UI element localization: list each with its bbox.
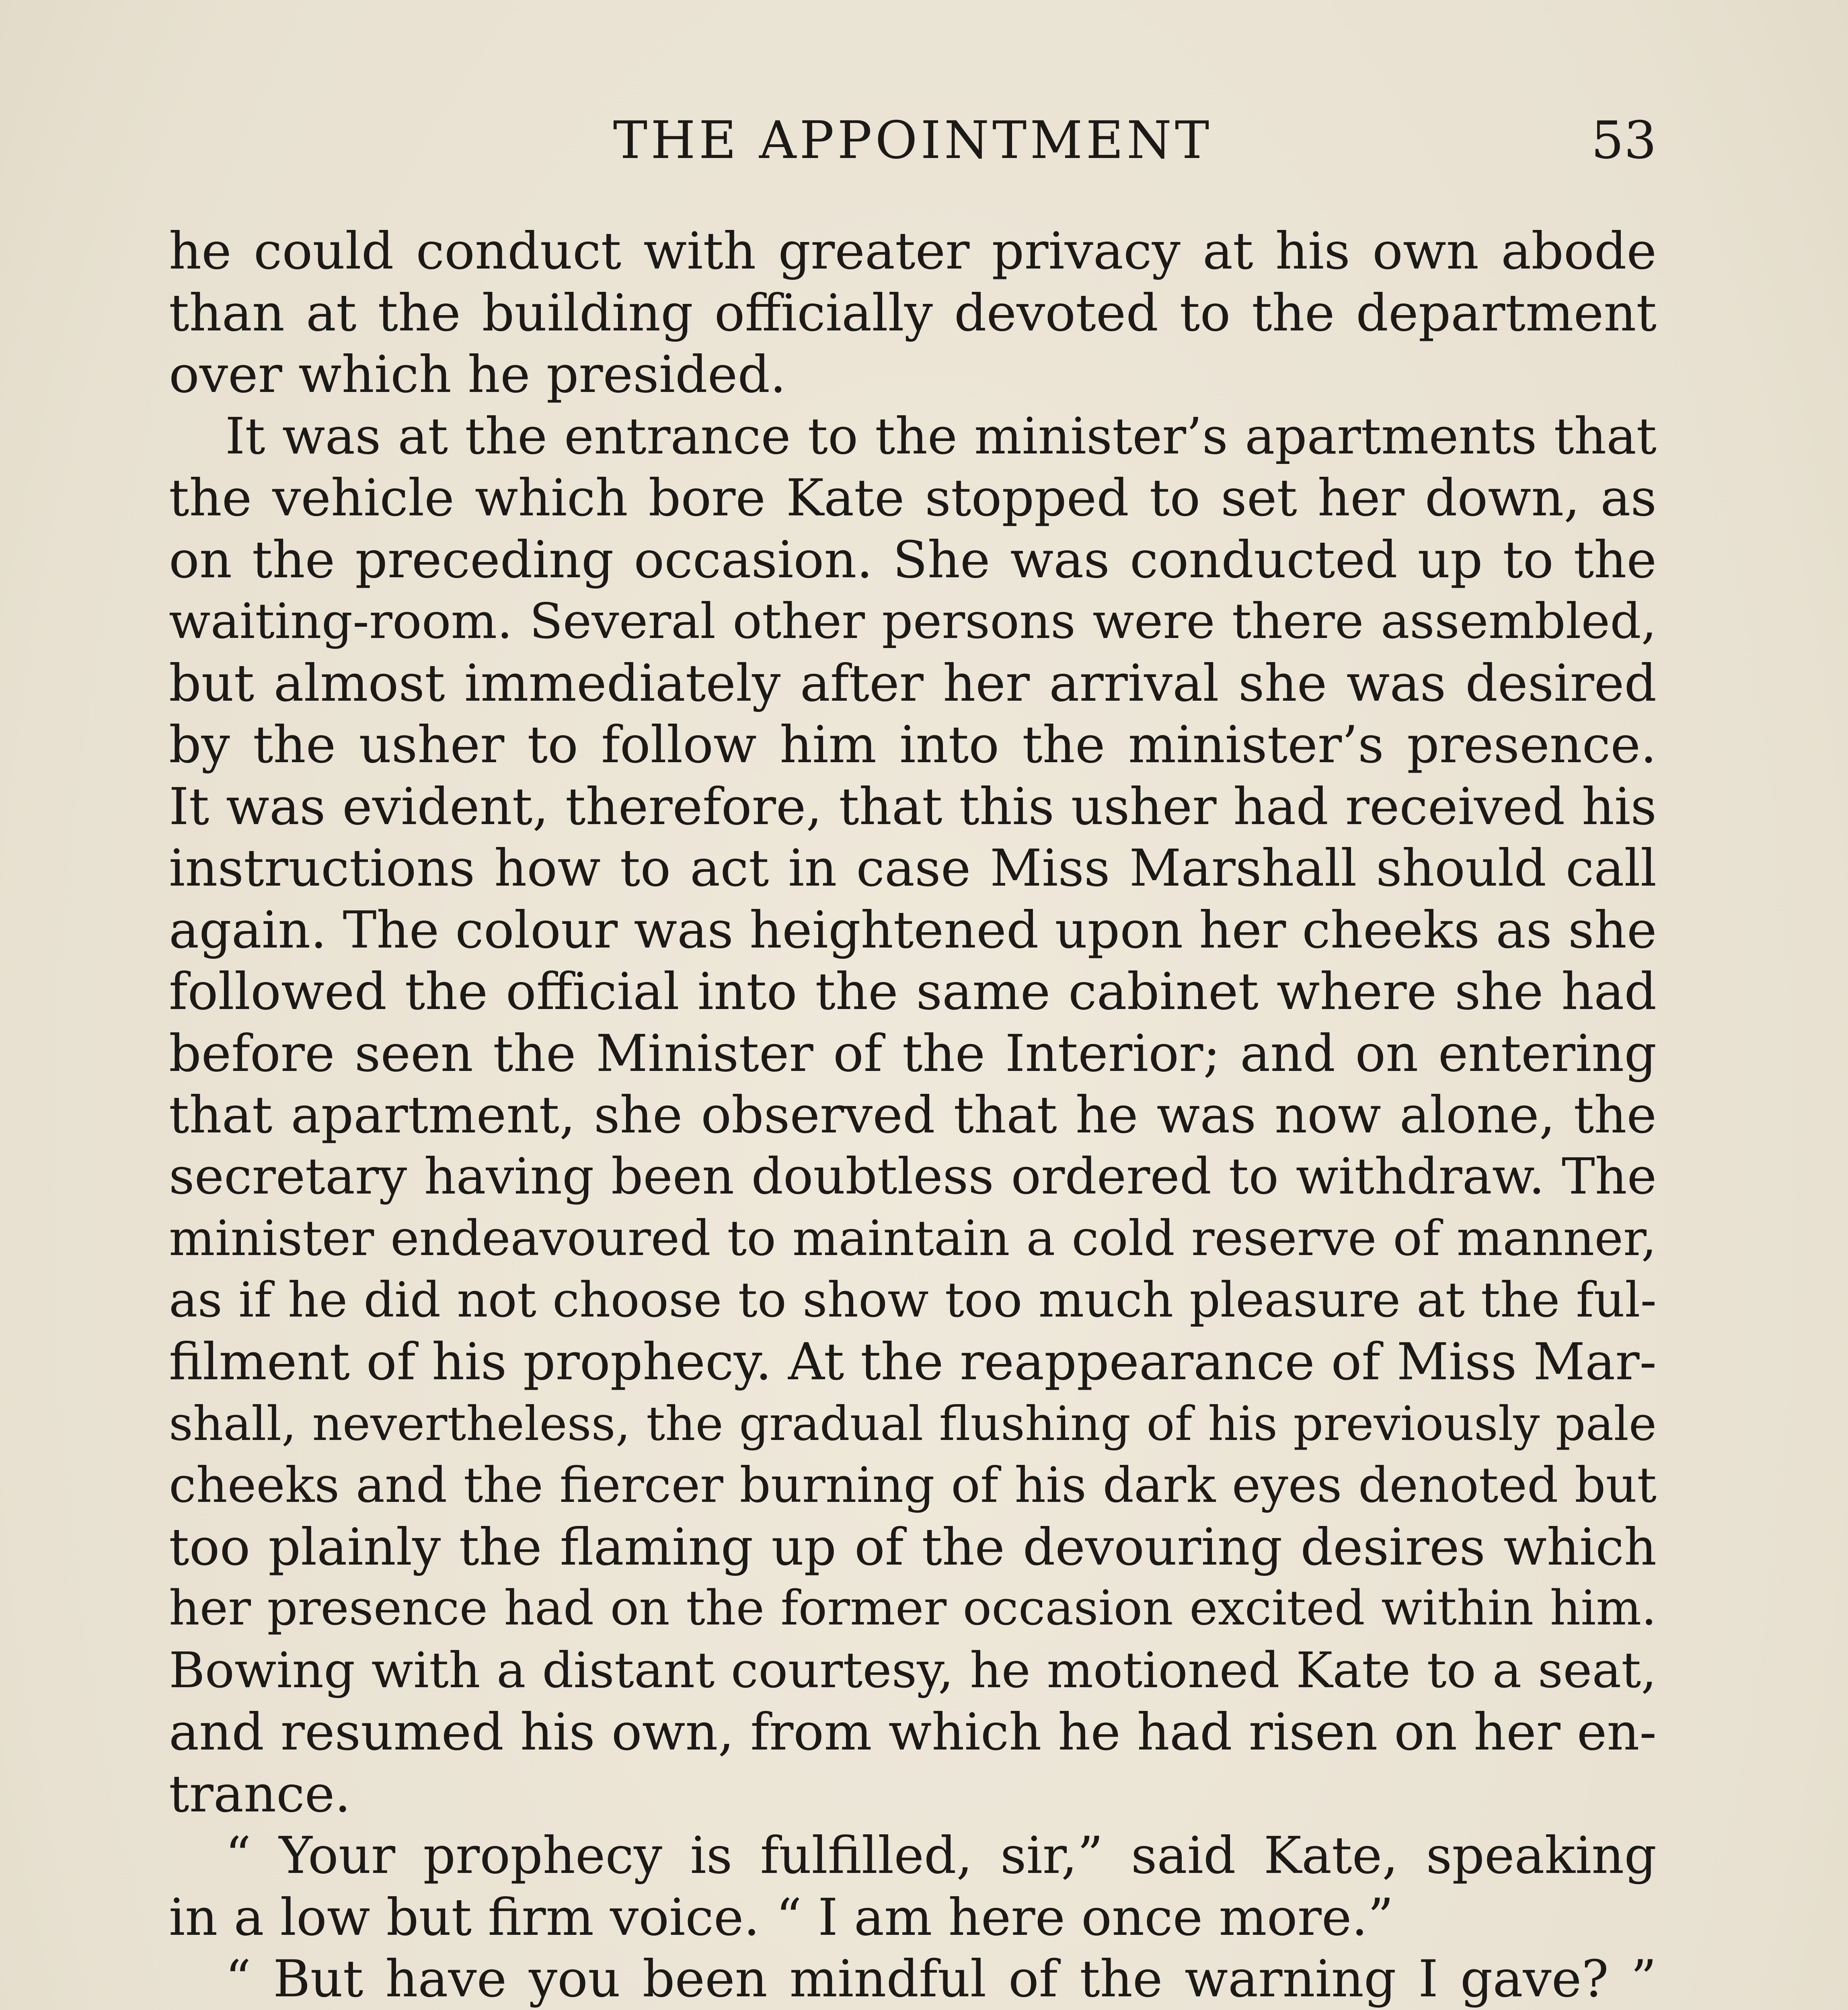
text-line: trance. bbox=[169, 1764, 351, 1823]
text-line: “ But have you been mindful of the warning I gave? ” bbox=[225, 1949, 1657, 2008]
text-line: instructions how to act in case Miss Marshall should call bbox=[169, 839, 1657, 898]
text-line: It was at the entrance to the minister’s apartments that bbox=[225, 407, 1657, 466]
text-line: too plainly the flaming up of the devouring desires which bbox=[169, 1517, 1657, 1577]
page-header bbox=[169, 109, 1657, 173]
text-line: shall, nevertheless, the gradual flushing of his previously pale bbox=[169, 1396, 1657, 1451]
text-line: and resumed his own, from which he had risen on her en- bbox=[169, 1702, 1657, 1762]
page-number: 53 bbox=[1591, 111, 1657, 170]
text-line: in a low but firm voice. “ I am here once more.” bbox=[169, 1887, 1394, 1947]
text-line: filment of his prophecy. At the reappearance of Miss Mar- bbox=[169, 1332, 1657, 1391]
text-line: her presence had on the former occasion excited within him. bbox=[169, 1581, 1657, 1636]
text-line: that apartment, she observed that he was now alone, the bbox=[169, 1085, 1657, 1144]
text-line: over which he presided. bbox=[169, 345, 786, 404]
text-line: before seen the Minister of the Interior; and on entering bbox=[169, 1023, 1657, 1083]
text-line: minister endeavoured to maintain a cold reserve of manner, bbox=[169, 1210, 1657, 1267]
text-line: than at the building officially devoted to the department bbox=[169, 283, 1657, 343]
text-line: cheeks and the fiercer burning of his dark eyes denoted but bbox=[169, 1457, 1657, 1514]
text-line: but almost immediately after her arrival she was desired bbox=[169, 653, 1657, 713]
text-line: he could conduct with greater privacy at his own abode bbox=[169, 222, 1657, 281]
text-line: “ Your prophecy is fulfilled, sir,” said Kate, speaking bbox=[225, 1826, 1657, 1885]
text-line: by the usher to follow him into the minister’s presence. bbox=[169, 715, 1657, 774]
text-line: It was evident, therefore, that this usher had received his bbox=[169, 777, 1657, 836]
text-line: as if he did not choose to show too much pleasure at the ful- bbox=[169, 1272, 1657, 1328]
running-title: THE APPOINTMENT bbox=[613, 111, 1213, 170]
text-line: again. The colour was heightened upon her cheeks as she bbox=[169, 900, 1657, 960]
text-line: on the preceding occasion. She was conducted up to the bbox=[169, 530, 1657, 589]
text-line: Bowing with a distant courtesy, he motioned Kate to a seat, bbox=[169, 1641, 1657, 1699]
text-line: the vehicle which bore Kate stopped to set her down, as bbox=[169, 468, 1657, 527]
text-line: waiting-room. Several other persons were there assembled, bbox=[169, 593, 1657, 650]
body-text bbox=[169, 220, 1657, 2010]
text-line: secretary having been doubtless ordered to withdraw. The bbox=[169, 1147, 1657, 1206]
text-line: followed the official into the same cabinet where she had bbox=[169, 962, 1657, 1021]
